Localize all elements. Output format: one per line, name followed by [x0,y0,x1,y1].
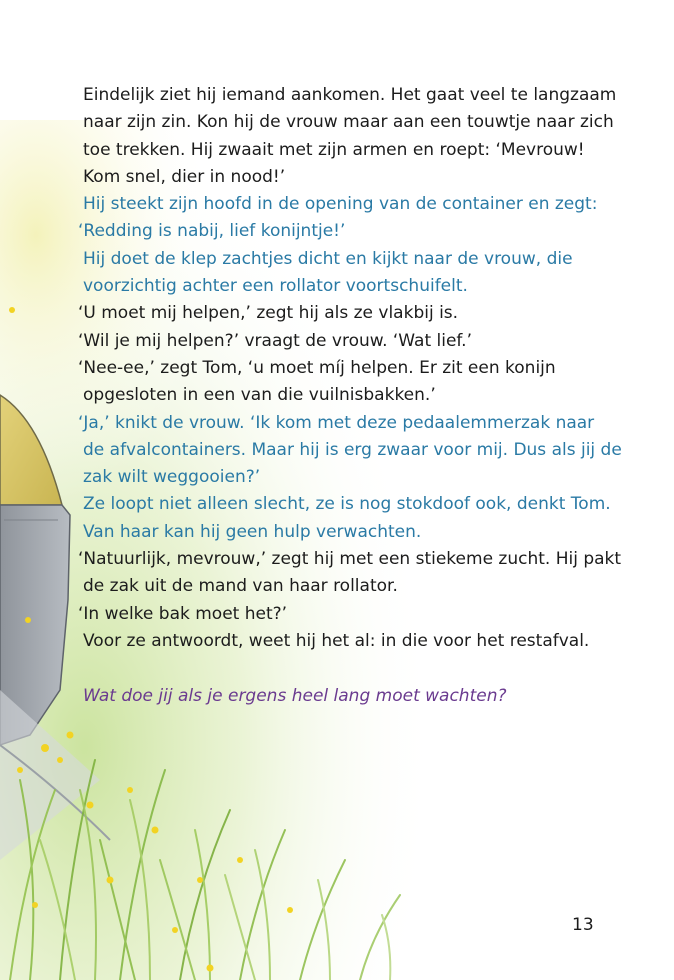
story-line: ‘U moet mij helpen,’ zegt hij als ze vlakbij is. [78,303,459,324]
story-line: toe trekken. Hij zwaait met zijn armen en roept: ‘Mevrouw! [83,139,585,160]
story-line: Eindelijk ziet hij iemand aankomen. Het gaat veel te langzaam [83,85,617,105]
story-line: de afvalcontainers. Maar hij is erg zwaar voor mij. Dus als jij de [83,439,622,460]
story-line: zak wilt weggooien?’ [83,467,261,488]
story-line: voorzichtig achter een rollator voortschuifelt. [83,276,468,297]
story-line: ‘In welke bak moet het?’ [78,603,288,624]
story-line: Ze loopt niet alleen slecht, ze is nog stokdoof ook, denkt Tom. [83,494,611,515]
story-text [78,82,622,655]
story-line: ‘Natuurlijk, mevrouw,’ zegt hij met een stiekeme zucht. Hij pakt [78,549,622,570]
story-line: ‘Ja,’ knikt de vrouw. ‘Ik kom met deze pedaalemmerzak naar [78,412,595,433]
story-line: Kom snel, dier in nood!’ [83,166,286,187]
story-line: de zak uit de mand van haar rollator. [83,576,398,597]
discussion-question: Wat doe jij als je ergens heel lang moet wachten? [83,686,507,706]
story-line: ‘Wil je mij helpen?’ vraagt de vrouw. ‘Wat lief.’ [78,330,472,351]
story-line: Hij steekt zijn hoofd in de opening van de container en zegt: [83,194,598,215]
story-line: naar zijn zin. Kon hij de vrouw maar aan een touwtje naar zich [83,112,614,133]
story-line: opgesloten in een van die vuilnisbakken.’ [83,385,436,406]
story-line: ‘Nee-ee,’ zegt Tom, ‘u moet míj helpen. Er zit een konijn [78,357,556,378]
page-number: 13 [572,915,594,935]
story-line: Hij doet de klep zachtjes dicht en kijkt naar de vrouw, die [83,248,573,269]
story-line: Voor ze antwoordt, weet hij het al: in die voor het restafval. [83,630,590,651]
story-line: ‘Redding is nabij, lief konijntje!’ [78,221,346,242]
story-line: Van haar kan hij geen hulp verwachten. [83,521,422,542]
